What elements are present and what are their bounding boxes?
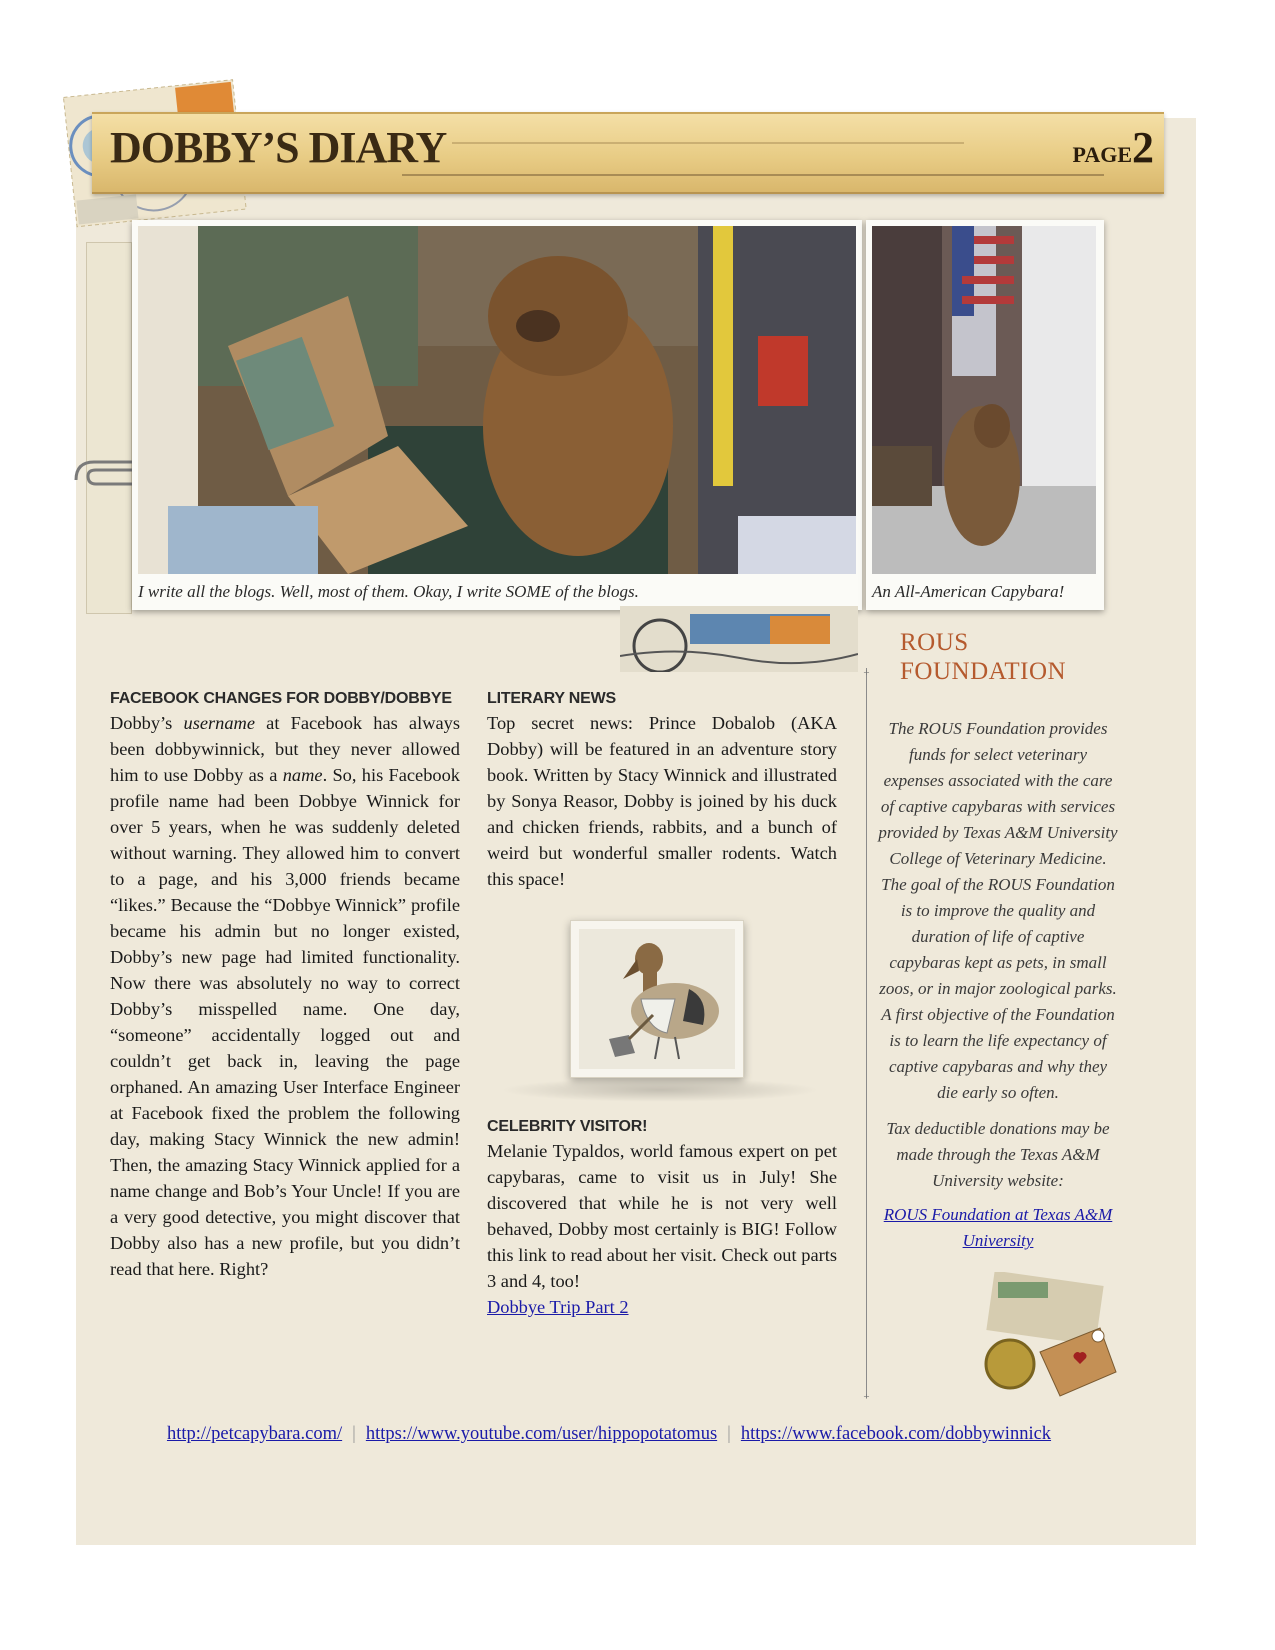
divider-bottom-cap: + (863, 1391, 870, 1403)
duck-illustration (579, 929, 735, 1069)
footer-links (76, 1424, 1142, 1445)
diary-title: DOBBY’S DIARY (110, 123, 447, 172)
capybara-porch-photo (872, 226, 1096, 574)
banner-flourish-line (452, 142, 964, 144)
page-number: 2 (1132, 123, 1154, 172)
youtube-link[interactable]: https://www.youtube.com/user/hippopotatomus (365, 1424, 718, 1444)
petcapybara-link[interactable]: http://petcapybara.com/ (166, 1424, 343, 1444)
side-photo-frame (866, 220, 1104, 610)
duck-frame-shadow (500, 1078, 820, 1102)
main-photo-frame (132, 220, 862, 610)
decorative-ticket-strip (86, 242, 132, 614)
postmark-stamp-illustration (620, 606, 858, 672)
header-banner (92, 112, 1164, 194)
column-divider (866, 668, 867, 1398)
currency-tag-illustration (980, 1272, 1120, 1412)
divider-top-cap: + (863, 667, 870, 679)
literary-article (487, 690, 837, 892)
footer-separator: | (727, 1424, 731, 1444)
capybara-laptop-photo (138, 226, 856, 574)
facebook-body: Dobby’s username at Facebook has always been dobbywinnick, but they never allowed him to use Dobby as a name. So, his Facebook profile name had been Dobbye Winnick for over 5 years, when he was suddenly deleted without warning. They allowed him to convert to a page, and his 3,000 friends became “likes.” Because the “Dobbye Winnick” profile became his admin but no longer existed, Dobby’s new page had limited functionality. Now there was absolutely no way to correct Dobby’s misspelled name. One day, “someone” accidentally logged out and couldn’t get back in, leaving the page orphaned. An amazing User Interface Engineer at Facebook fixed the problem the following day, making Stacy Winnick the new admin! Then, the amazing Stacy Winnick applied for a name change and Bob’s Your Uncle! If you are a very good detective, you might discover that Dobby also has a new profile, but you didn’t read that here. Right? (110, 713, 461, 1279)
page-word: PAGE (1072, 142, 1132, 167)
footer-separator: | (352, 1424, 356, 1444)
duck-illustration-frame (570, 920, 744, 1078)
rous-foundation-title: ROUS FOUNDATION (900, 629, 1067, 685)
rous-foundation-body: The ROUS Foundation provides funds for select veterinary expenses associated with the care of captive capybaras with services provided by Texas A&M University College of Veterinary Medicine. The goal of the ROUS Foundation is to improve the quality and duration of life of captive capybaras kept as pets, in small zoos, or in major zoological parks. A first objective of the Foundation is to learn the life expectancy of captive capybaras and why they die early so often. (878, 719, 1118, 1102)
facebook-article (110, 690, 460, 1282)
literary-body: Top secret news: Prince Dobalob (AKA Dobby) will be featured in an adventure story book. Written by Stacy Winnick and illustrated by Sonya Reasor, Dobby is joined by his duck and chicken friends, rabbits, and a bunch of weird but wonderful smaller rodents. Watch this space! (487, 713, 837, 889)
main-photo-caption: I write all the blogs. Well, most of them. Okay, I write SOME of the blogs. (138, 582, 639, 601)
side-photo-caption: An All-American Capybara! (872, 582, 1065, 601)
facebook-link[interactable]: https://www.facebook.com/dobbywinnick (740, 1424, 1052, 1444)
celebrity-body: Melanie Typaldos, world famous expert on pet capybaras, came to visit us in July! She discovered that while he is not very well behaved, Dobby most certainly is BIG! Follow this link to read about her visit. Check out parts 3 and 4, too! (487, 1141, 837, 1291)
dobbye-trip-link[interactable]: Dobbye Trip Part 2 (487, 1297, 629, 1317)
banner-rule (402, 174, 1104, 176)
literary-heading: LITERARY NEWS (487, 690, 616, 707)
rous-foundation-link[interactable]: ROUS Foundation at Texas A&M University (883, 1205, 1113, 1250)
facebook-heading: FACEBOOK CHANGES FOR DOBBY/DOBBYE (110, 690, 452, 707)
celebrity-heading: CELEBRITY VISITOR! (487, 1118, 648, 1135)
celebrity-article (487, 1118, 837, 1320)
page-number-label (1073, 122, 1154, 173)
rous-tax-note: Tax deductible donations may be made through the Texas A&M University website: (886, 1119, 1110, 1190)
